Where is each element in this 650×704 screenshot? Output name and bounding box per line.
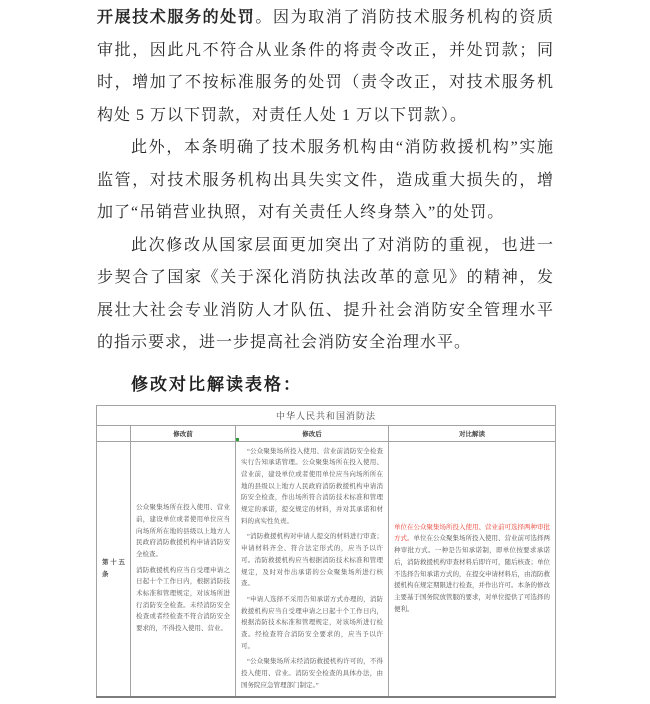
table-row (97, 441, 556, 697)
after-paragraph-2: “消防救援机构对申请人提交的材料进行审查；申请材料齐全、符合法定形式的，应当予以许可。消防救援机构应当根据消防技术标准和管理规定，及时对作出承诺的公众聚集场所进行核查。 (241, 533, 383, 588)
paragraph-1-bold-lead: 开展技术服务的处罚 (97, 9, 256, 26)
paragraph-3: 此次修改从国家层面更加突出了对消防的重视，也进一步契合了国家《关于深化消防执法改革的意见》的精神，发展壮大社会专业消防人才队伍、提升社会消防安全管理水平的指示要求，进一步提高社会消防安全治理水平。 (97, 236, 554, 351)
paragraph-2: 此外，本条明确了技术服务机构由“消防救援机构”实施监管，对技术服务机构出具失实文件，造成重大损失的，增加了“吊销营业执照，对有关责任人终身禁入”的处罚。 (97, 139, 554, 221)
table-title-row (97, 405, 556, 425)
table-title: 中华人民共和国消防法 (97, 405, 556, 425)
analysis-black-text: 单位在公众聚集场所投入使用、营业前可选择两种审批方式。一种是告知承诺制，即单位按要求承诺后，消防救援机构审查材料后即许可，随后核查；单位不选择告知承诺方式的，在提交申请材料后，由消防救援机构在规定期限进行检查，并作出许可。本条的修改主要基于国务院放管服的要求，对单位提供了可选择的便利。 (394, 535, 551, 613)
paragraph-1-rest: 。因为取消了消防技术服务机构的资质审批，因此凡不符合从业条件的将责令改正，并处罚款；同时，增加了不按标准服务的处罚（责令改正，对技术服务机构处 5 万以下罚款，对责任人处 1 万以下罚款）。 (97, 9, 554, 124)
analysis-cell (389, 441, 556, 697)
after-paragraph-1: “公众聚集场所投入使用、营业前消防安全检查实行告知承诺管理。公众聚集场所在投入使用、营业前，建设单位或者使用单位应当向场所所在地的县级以上地方人民政府消防救援机构申请消防安全检查，作出场所符合消防技术标准和管理规定的承诺，提交规定的材料，并对其承诺和材料的真实性负责。 (241, 447, 383, 525)
header-cell-after: 修改后 (236, 425, 389, 441)
body-text (97, 2, 554, 360)
article-number-cell: 第十五条 (97, 441, 131, 697)
header-cell-before: 修改前 (131, 425, 236, 441)
before-paragraph-2: 消防救援机构应当自受理申请之日起十个工作日内，根据消防技术标准和管理规定，对该场所进行消防安全检查。未经消防安全检查或者经检查不符合消防安全要求的，不得投入使用、营业。 (136, 566, 230, 633)
after-cell (236, 441, 389, 697)
analysis-red-highlight: 单位在公众聚集场所投入使用、营业前可选择两种审批方式。 (394, 523, 551, 543)
green-revision-mark (236, 438, 239, 441)
paragraph-1 (97, 2, 554, 132)
table-header-row (97, 425, 556, 441)
after-paragraph-4: “公众聚集场所未经消防救援机构许可的，不得投入使用、营业。消防安全检查的具体办法，由国务院应急管理部门制定。” (241, 658, 383, 689)
before-paragraph-1: 公众聚集场所在投入使用、营业前，建设单位或者使用单位应当向场所所在地的县级以上地方人民政府消防救援机构申请消防安全检查。 (136, 504, 230, 558)
table-caption-heading: 修改对比解读表格： (131, 374, 302, 394)
header-cell-empty (97, 425, 131, 441)
analysis-paragraph (394, 522, 550, 616)
after-paragraph-3: “申请人选择不采用告知承诺方式办理的，消防救援机构应当自受理申请之日起十个工作日内，根据消防技术标准和管理规定，对该场所进行检查。经检查符合消防安全要求的，应当予以许可。 (241, 595, 383, 650)
comparison-table (96, 405, 556, 698)
header-cell-analysis: 对比解读 (389, 425, 556, 441)
before-cell (131, 441, 236, 697)
